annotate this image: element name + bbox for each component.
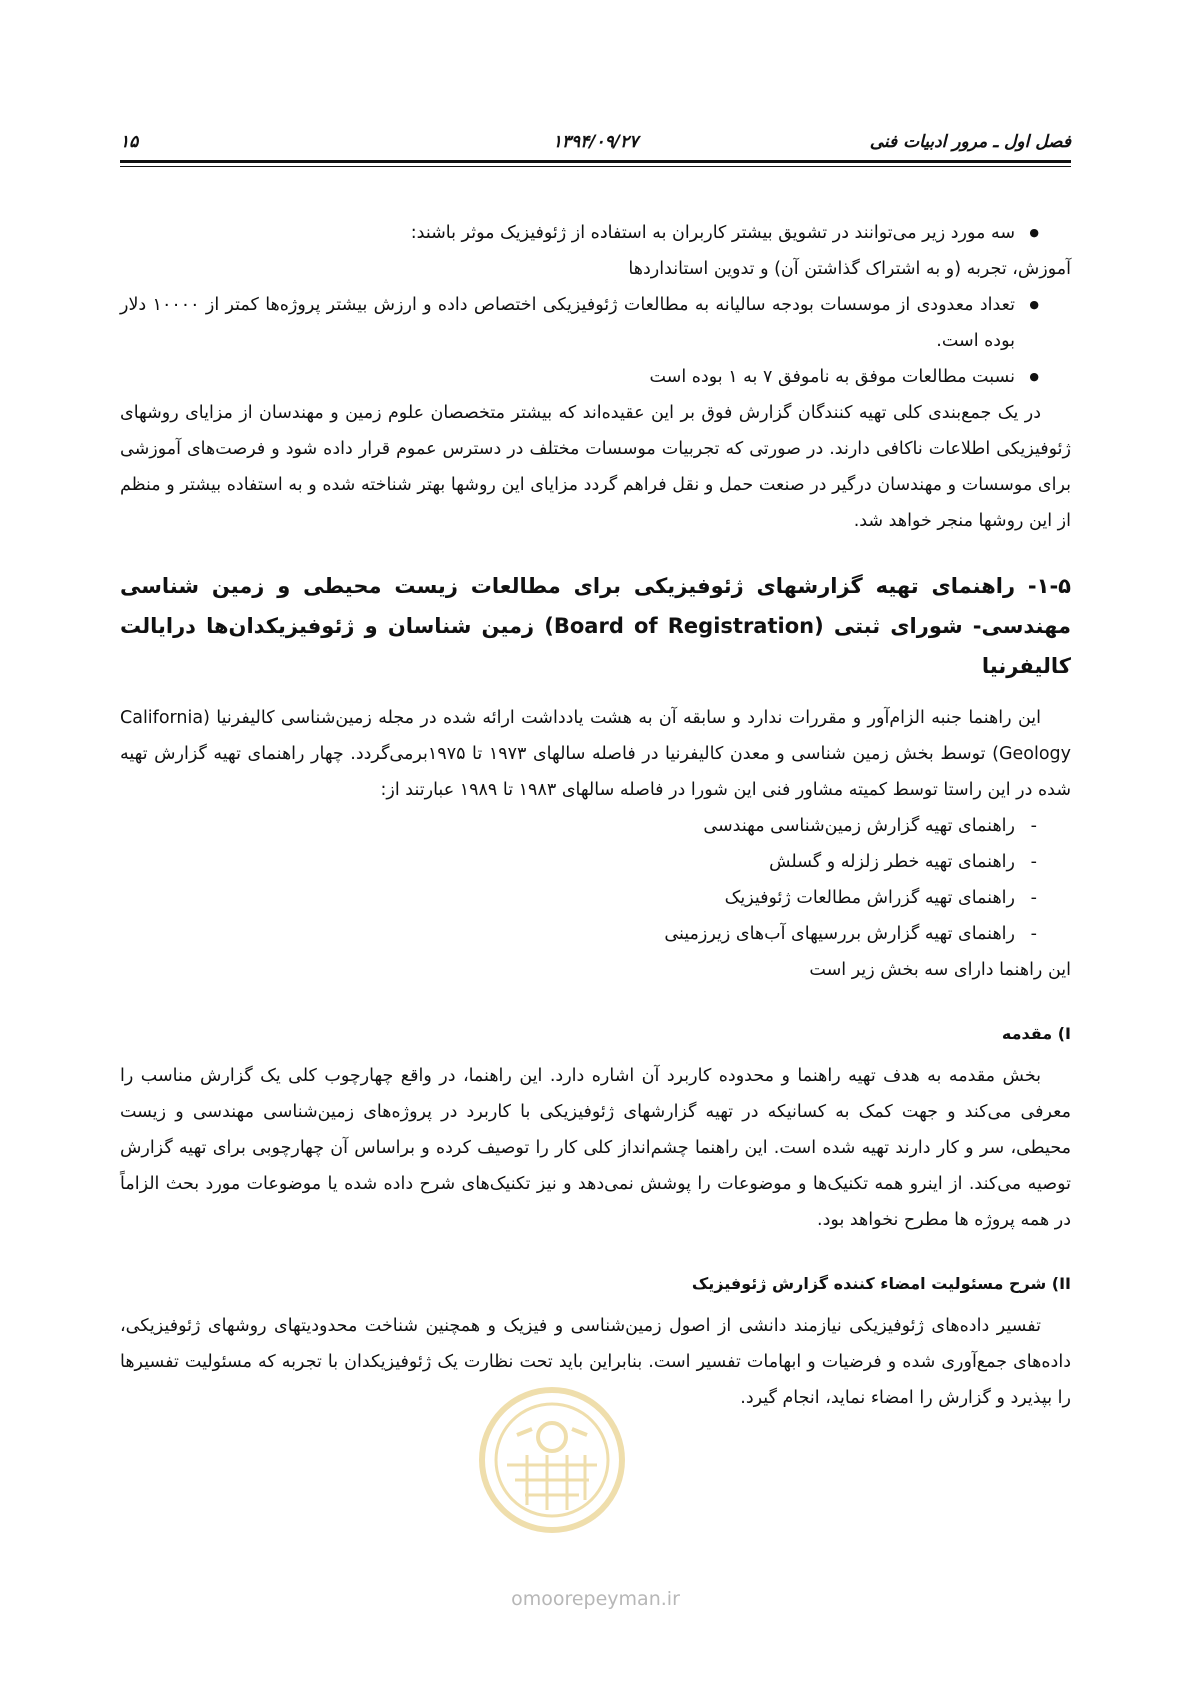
- bullet-item: ● تعداد معدودی از موسسات بودجه سالیانه به مطالعات ژئوفیزیکی اختصاص داده و ارزش بیشتر پروژه‌ها کمتر از ۱۰۰۰۰ دلار بوده است.: [120, 287, 1071, 359]
- part2-text: تفسیر داده‌های ژئوفیزیکی نیازمند دانشی از اصول زمین‌شناسی و فیزیک و همچنین شناخت محدودیتهای روشهای ژئوفیزیکی، داده‌های جمع‌آوری شده و فرضیات و ابهامات تفسیر است. بنابراین باید تحت نظارت یک ژئوفیزیکدان با تجربه که مسئولیت تفسیرها را بپذیرد و گزارش را امضاء نماید، انجام گیرد.: [120, 1316, 1071, 1408]
- three-parts-line: این راهنما دارای سه بخش زیر است: [809, 960, 1071, 980]
- watermark-site: omoorepeyman.ir: [511, 1588, 680, 1610]
- guide-item: - راهنمای تهیه گزارش بررسیهای آب‌های زیرزمینی: [120, 916, 1071, 952]
- guide-item: - راهنمای تهیه گزراش مطالعات ژئوفیزیک: [120, 880, 1071, 916]
- bullet-item: ● سه مورد زیر می‌توانند در تشویق بیشتر کاربران به استفاده از ژئوفیزیک موثر باشند:: [120, 215, 1071, 251]
- watermark-seal-icon: [477, 1385, 627, 1535]
- guides-list: [120, 808, 1071, 952]
- body-content: [120, 215, 1071, 1416]
- intro-paragraph: این راهنما جنبه الزام‌آور و مقررات ندارد و سابقه آن به هشت یادداشت ارائه شده در مجله زمین‌شناسی کالیفرنیا (California Geology) توسط بخش زمین شناسی و معدن کالیفرنیا در فاصله سالهای ۱۹۷۳ تا ۱۹۷۵برمی‌گردد. چهار راهنمای تهیه گزارش تهیه شده در این راستا توسط کمیته مشاور فنی این شورا در فاصله سالهای ۱۹۸۳ تا ۱۹۸۹ عبارتند از:: [120, 708, 1072, 800]
- bullet-item: ● نسبت مطالعات موفق به ناموفق ۷ به ۱ بوده است: [120, 359, 1071, 395]
- part1-text: بخش مقدمه به هدف تهیه راهنما و محدوده کاربرد آن اشاره دارد. این راهنما، در واقع چهارچوب کلی یک گزارش مناسب را معرفی می‌کند و جهت کمک به کسانیکه در تهیه گزارشهای ژئوفیزیکی با کاربرد در پروژه‌های زمین‌شناسی مهندسی و زیست محیطی، سر و کار دارند تهیه شده است. این راهنما چشم‌انداز کلی کار را توصیف کرده و براساس آن چهارچوبی برای تهیه گزارش توصیه می‌کند. از اینرو همه تکنیک‌ها و موضوعات را پوشش نمی‌دهد و نیز تکنیک‌های شرح داده شده یا موضوعات مورد بحث الزاماً در همه پروژه ها مطرح نخواهد بود.: [120, 1066, 1071, 1230]
- chapter-title: فصل اول ـ مرور ادبیات فنی: [869, 132, 1071, 152]
- guide-item: - راهنمای تهیه گزارش زمین‌شناسی مهندسی: [120, 808, 1071, 844]
- bullet-list-1: [120, 215, 1071, 251]
- summary-paragraph: در یک جمع‌بندی کلی تهیه کنندگان گزارش فوق بر این عقیده‌اند که بیشتر متخصصان علوم زمین و مهندسان از مزایای روشهای ژئوفیزیکی اطلاعات ناکافی دارند. در صورتی که تجربیات موسسات مختلف در دسترس عموم قرار داده شود و فرصت‌های آموزشی برای موسسات و مهندسان درگیر در صنعت حمل و نقل فراهم گردد مزایای این روشها بهتر شناخته شده و به استفاده بیشتر و منظم از این روشها منجر خواهد شد.: [120, 403, 1071, 531]
- guide-item: - راهنمای تهیه خطر زلزله و گسلش: [120, 844, 1071, 880]
- header-date: ۱۳۹۴/۰۹/۲۷: [552, 132, 639, 152]
- header-rule-thin: [120, 166, 1071, 167]
- bullet-sub-line: آموزش، تجربه (و به اشتراک گذاشتن آن) و تدوین استانداردها: [628, 259, 1071, 279]
- part2-title: II) شرح مسئولیت امضاء کننده گزارش ژئوفیزیک: [691, 1274, 1071, 1293]
- page-number: ۱۵: [120, 132, 139, 152]
- running-header: [120, 128, 1071, 160]
- header-rule: [120, 160, 1071, 163]
- bullet-list-2: [120, 287, 1071, 395]
- section-heading: ۱-۵- راهنمای تهیه گزارشهای ژئوفیزیکی برای مطالعات زیست محیطی و زمین شناسی مهندسی- شورای ثبتی (Board of Registration) زمین شناسان و ژئوفیزیکدان‌ها درایالت کالیفرنیا: [120, 574, 1071, 678]
- part1-title: I) مقدمه: [1001, 1024, 1071, 1043]
